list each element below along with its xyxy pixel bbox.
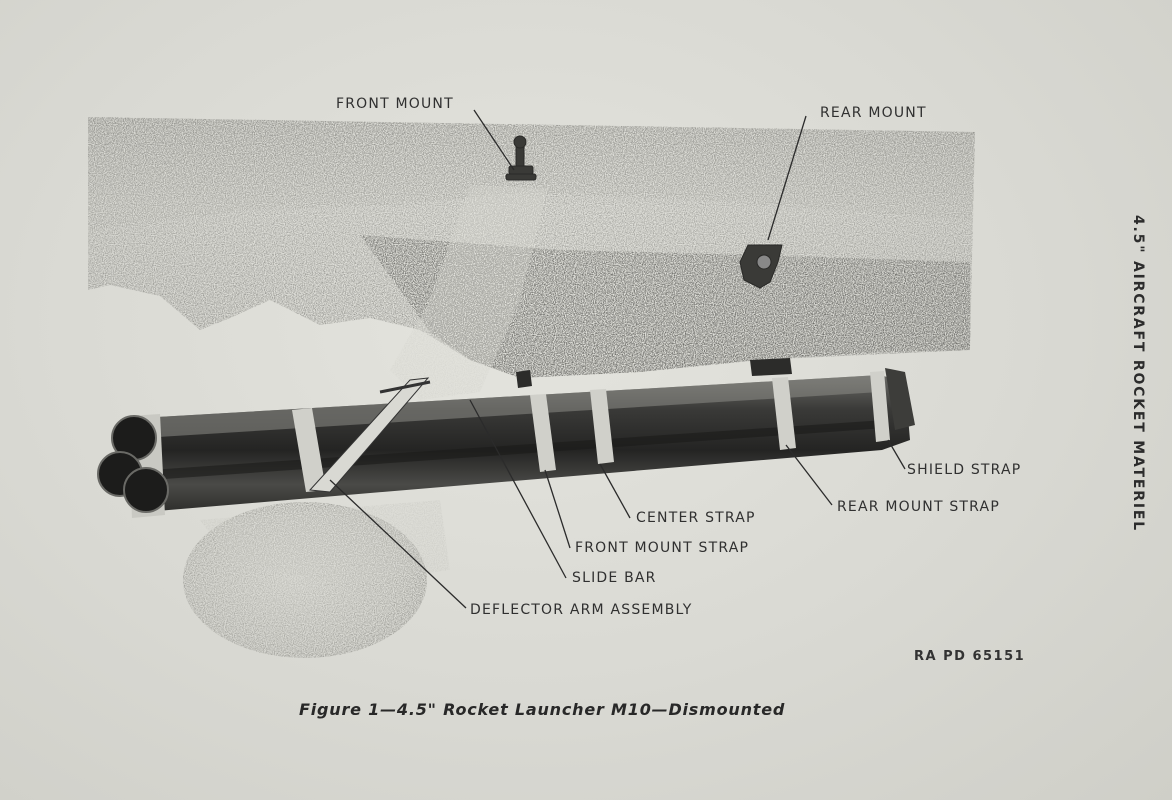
landing-wheel — [183, 500, 450, 658]
rear-mount-label: REAR MOUNT — [820, 105, 927, 121]
shield-strap-label: SHIELD STRAP — [907, 462, 1022, 478]
center-strap-label: CENTER STRAP — [636, 510, 756, 526]
launcher-tubes — [98, 358, 915, 518]
plate-id: RA PD 65151 — [914, 649, 1026, 664]
front-mount-strap-label: FRONT MOUNT STRAP — [575, 540, 750, 556]
slide-bar-label: SLIDE BAR — [572, 570, 657, 586]
front-mount-label: FRONT MOUNT — [336, 96, 454, 112]
deflector-arm-assembly-label: DEFLECTOR ARM ASSEMBLY — [470, 602, 693, 618]
rear-mount-strap-label: REAR MOUNT STRAP — [837, 499, 1000, 515]
running-header-vertical: 4.5" AIRCRAFT ROCKET MATERIEL — [1130, 215, 1146, 532]
figure-caption: Figure 1—4.5" Rocket Launcher M10—Dismounted — [299, 700, 786, 719]
